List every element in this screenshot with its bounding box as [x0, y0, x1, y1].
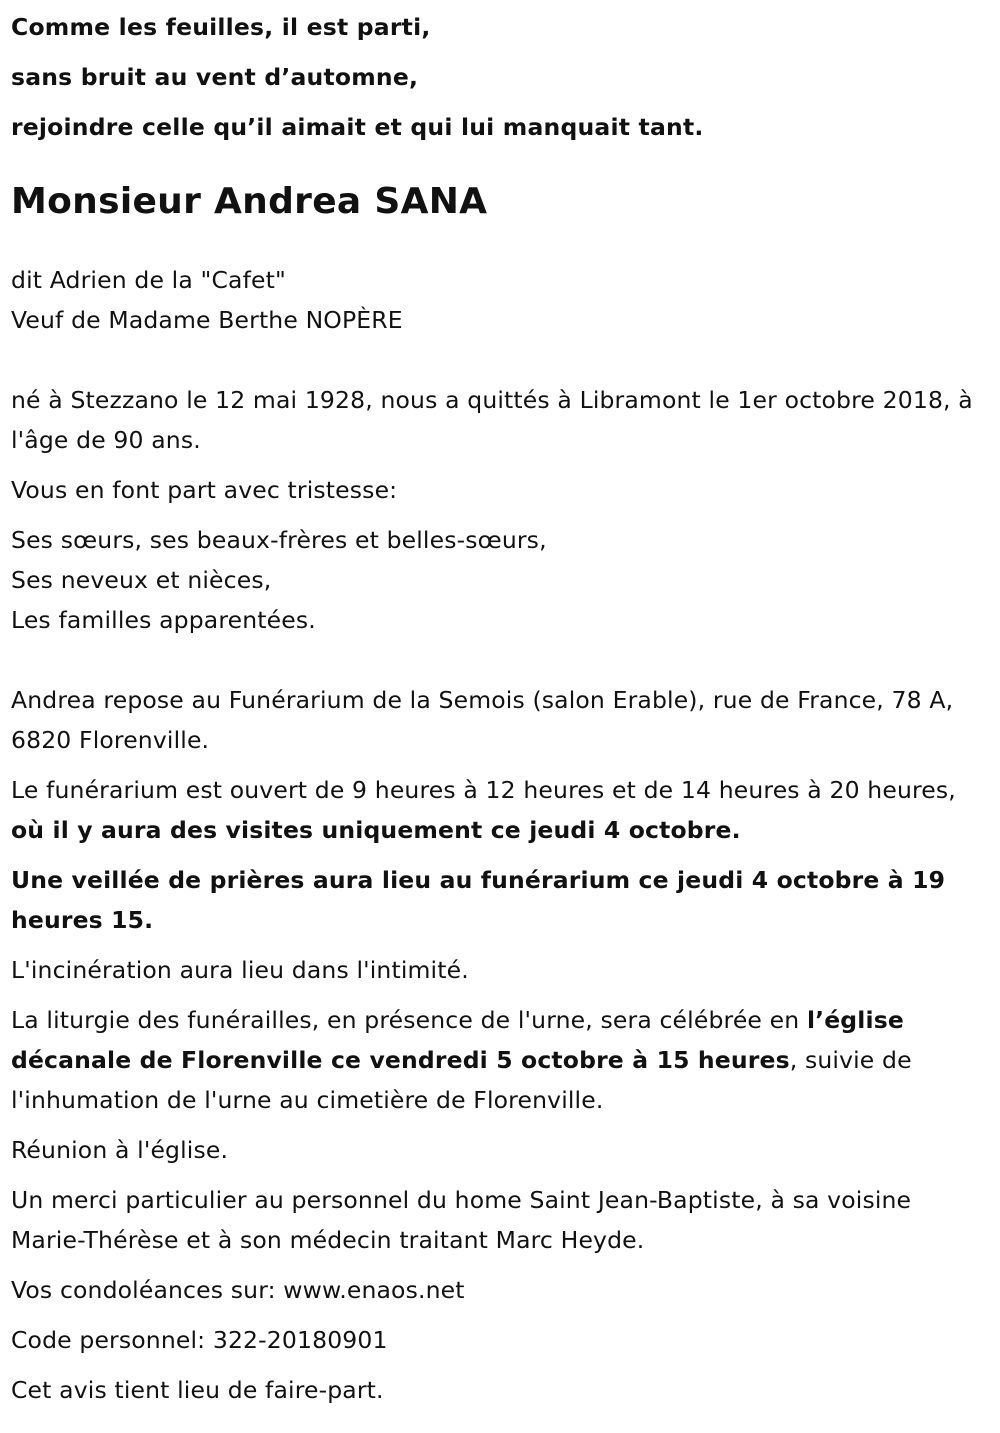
widower-line: Veuf de Madame Berthe NOPÈRE	[11, 306, 403, 334]
birth-death: né à Stezzano le 12 mai 1928, nous a quittés à Libramont le 1er octobre 2018, à l'âge de 90 ans.	[11, 386, 973, 454]
opening-hours-text: Le funérarium est ouvert de 9 heures à 12 heures et de 14 heures à 20 heures,	[11, 776, 956, 804]
poem-line-3: rejoindre celle qu’il aimait et qui lui manquait tant.	[11, 113, 704, 141]
obituary-notice	[11, 0, 991, 1410]
liturgy-place-time: l’église décanale de Florenville ce vendredi 5 octobre à 15 heures	[11, 1006, 904, 1074]
family-line-3: Les familles apparentées.	[11, 606, 316, 634]
liturgy-before: La liturgie des funérailles, en présence de l'urne, sera célébrée en	[11, 1006, 807, 1034]
visits-info: où il y aura des visites uniquement ce jeudi 4 octobre.	[11, 816, 741, 844]
notice-statement: Cet avis tient lieu de faire-part.	[11, 1376, 384, 1404]
rests-location: Andrea repose au Funérarium de la Semois (salon Erable), rue de France, 78 A, 6820 Florenville.	[11, 686, 954, 754]
vigil	[11, 860, 991, 940]
notice-body	[11, 260, 991, 1410]
vigil-text: Une veillée de prières aura lieu au funérarium ce jeudi 4 octobre à 19 heures 15.	[11, 866, 946, 934]
deceased-name: Monsieur Andrea SANA	[11, 181, 488, 222]
thanks: Un merci particulier au personnel du home Saint Jean-Baptiste, à sa voisine Marie-Thérèse et à son médecin traitant Marc Heyde.	[11, 1186, 912, 1254]
condolences: Vos condoléances sur: www.enaos.net	[11, 1276, 465, 1304]
announcers-intro: Vous en font part avec tristesse:	[11, 476, 398, 504]
family-line-1: Ses sœurs, ses beaux-frères et belles-sœurs,	[11, 526, 547, 554]
cremation: L'incinération aura lieu dans l'intimité.	[11, 956, 469, 984]
opening-hours	[11, 770, 991, 850]
meeting-place: Réunion à l'église.	[11, 1136, 229, 1164]
poem-line-2: sans bruit au vent d’automne,	[11, 63, 419, 91]
personal-code: Code personnel: 322-20180901	[11, 1326, 388, 1354]
liturgy-after: , suivie de l'inhumation de l'urne au cimetière de Florenville.	[11, 1046, 912, 1114]
liturgy	[11, 1000, 991, 1120]
family-line-2: Ses neveux et nièces,	[11, 566, 272, 594]
alias: dit Adrien de la "Cafet"	[11, 266, 286, 294]
poem	[11, 0, 991, 152]
poem-line-1: Comme les feuilles, il est parti,	[11, 13, 431, 41]
